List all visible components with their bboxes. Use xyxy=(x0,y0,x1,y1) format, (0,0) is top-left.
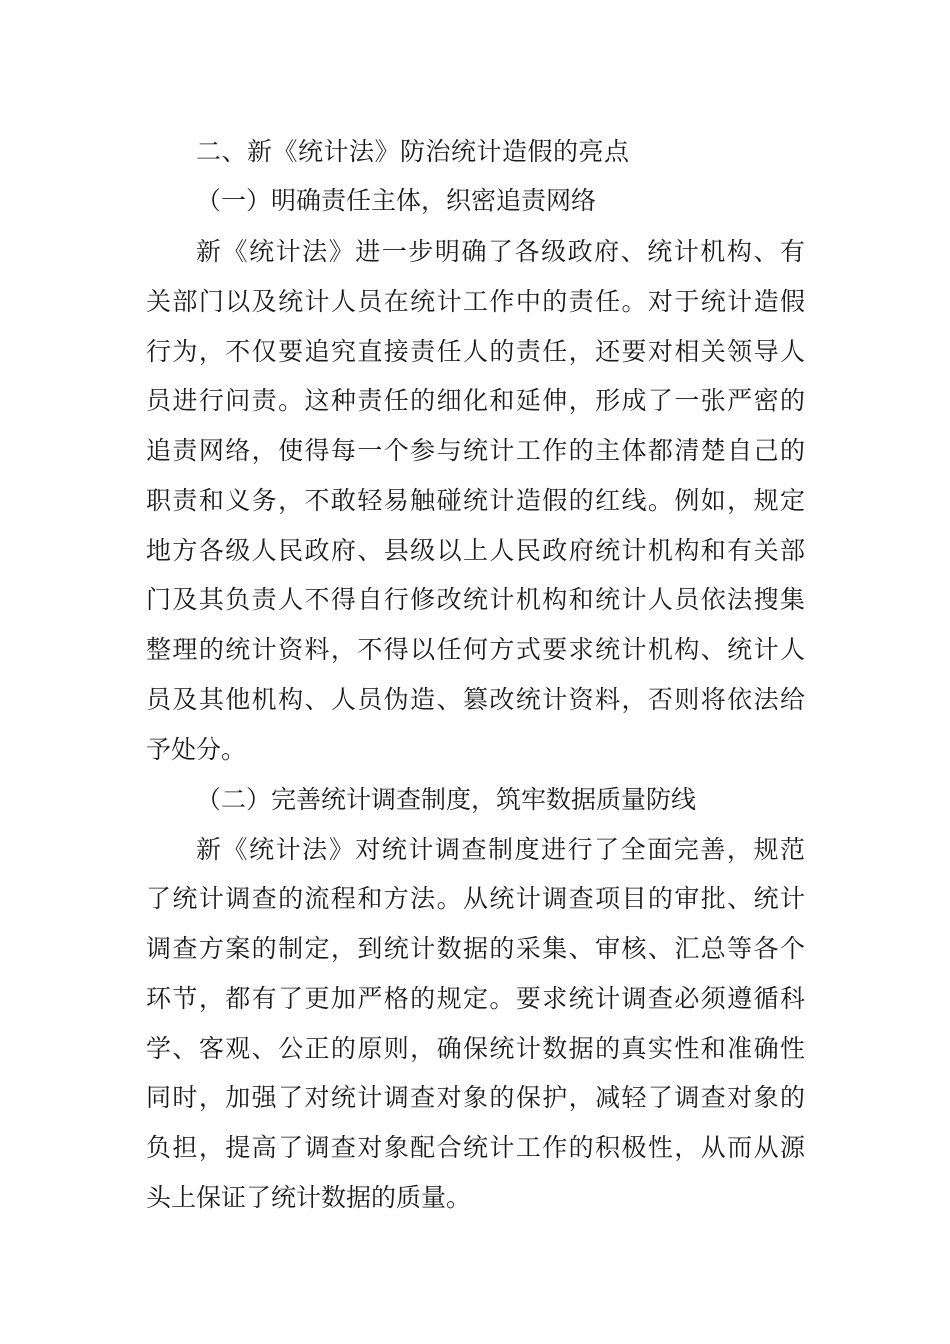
paragraph-1-line-4: 员进行问责。这种责任的细化和延伸，形成了一张严密的 xyxy=(146,386,805,415)
paragraph-2-line-8: 头上保证了统计数据的质量。 xyxy=(146,1183,472,1212)
paragraph-2-line-1: 新《统计法》对统计调查制度进行了全面完善，规范 xyxy=(196,835,805,864)
paragraph-1-line-9: 整理的统计资料，不得以任何方式要求统计机构、统计人 xyxy=(146,635,805,664)
section-heading: 二、新《统计法》防治统计造假的亮点 xyxy=(196,137,630,166)
paragraph-1-line-1: 新《统计法》进一步明确了各级政府、统计机构、有 xyxy=(196,237,805,266)
paragraph-2-line-3: 调查方案的制定，到统计数据的采集、审核、汇总等各个 xyxy=(146,934,805,963)
paragraph-1-line-5: 追责网络，使得每一个参与统计工作的主体都清楚自己的 xyxy=(146,436,805,465)
paragraph-1-line-11: 予处分。 xyxy=(146,735,247,764)
paragraph-2-line-5: 学、客观、公正的原则，确保统计数据的真实性和准确性 xyxy=(146,1034,805,1063)
paragraph-1-line-10: 员及其他机构、人员伪造、篡改统计资料，否则将依法给 xyxy=(146,685,805,714)
paragraph-2-line-7: 负担，提高了调查对象配合统计工作的积极性，从而从源 xyxy=(146,1133,805,1162)
paragraph-1-line-6: 职责和义务，不敢轻易触碰统计造假的红线。例如，规定 xyxy=(146,486,805,515)
paragraph-2-line-6: 同时，加强了对统计调查对象的保护，减轻了调查对象的 xyxy=(146,1083,805,1112)
subsection-heading-1: （一）明确责任主体，织密追责网络 xyxy=(196,186,597,215)
paragraph-2-line-2: 了统计调查的流程和方法。从统计调查项目的审批、统计 xyxy=(146,884,805,913)
paragraph-1-line-2: 关部门以及统计人员在统计工作中的责任。对于统计造假 xyxy=(146,287,805,316)
paragraph-1-line-7: 地方各级人民政府、县级以上人民政府统计机构和有关部 xyxy=(146,536,805,565)
paragraph-2-line-4: 环节，都有了更加严格的规定。要求统计调查必须遵循科 xyxy=(146,984,805,1013)
paragraph-1-line-3: 行为，不仅要追究直接责任人的责任，还要对相关领导人 xyxy=(146,337,805,366)
paragraph-1-line-8: 门及其负责人不得自行修改统计机构和统计人员依法搜集 xyxy=(146,585,805,614)
subsection-heading-2: （二）完善统计调查制度，筑牢数据质量防线 xyxy=(196,785,697,814)
